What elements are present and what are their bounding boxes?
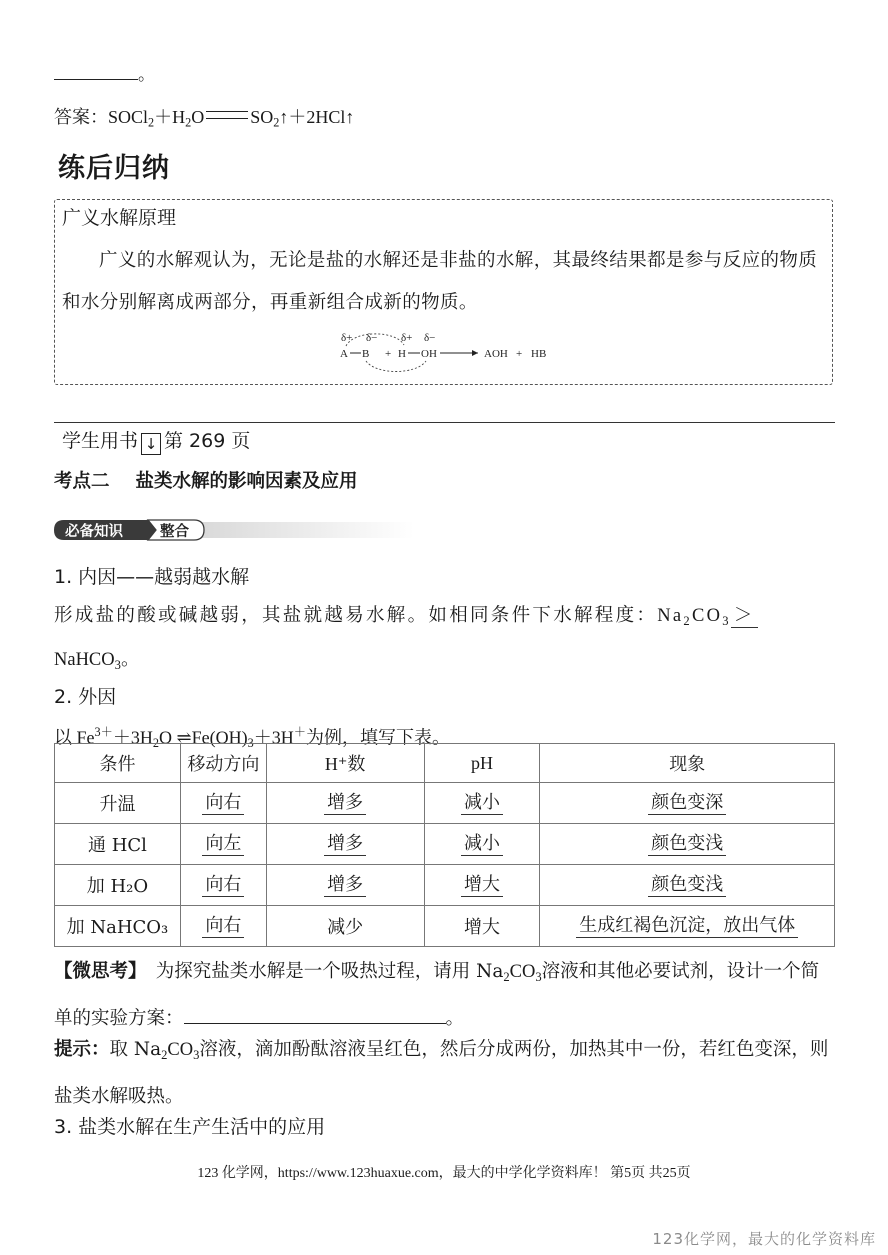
- summary-heading: 练后归纳: [58, 153, 170, 184]
- cell-condition: 通 HCl: [55, 824, 181, 865]
- cell-condition: 加 H₂O: [55, 865, 181, 906]
- product-hb: HB: [531, 348, 547, 360]
- delta-minus-oh: δ−: [424, 332, 436, 344]
- delta-plus-a: δ+: [341, 332, 353, 344]
- section-3-title: 3. 盐类水解在生产生活中的应用: [54, 1116, 326, 1138]
- cell-ph: 减小: [461, 792, 503, 815]
- atom-a: A: [340, 348, 348, 360]
- section-2-title: 2. 外因: [54, 686, 117, 708]
- cell-h-count: 增多: [324, 792, 366, 815]
- page-footer: 123 化学网，https://www.123huaxue.com，最大的中学化学资料库！ 第5页 共25页: [197, 1166, 691, 1181]
- arrowhead: [472, 350, 478, 356]
- cell-direction: 向左: [202, 833, 244, 856]
- box-title: 广义水解原理: [62, 207, 177, 229]
- section-rule: [54, 422, 835, 423]
- atom-b: B: [362, 348, 370, 360]
- fill-blank-tail: 。: [54, 60, 155, 85]
- cell-phenomenon: 颜色变浅: [648, 833, 726, 856]
- cell-direction: 向右: [202, 792, 244, 815]
- table-row: [55, 783, 835, 824]
- table-row: [55, 906, 835, 947]
- answer-blank-line: [184, 1023, 446, 1024]
- hint-label: 提示：: [54, 1039, 110, 1060]
- section-1-text-cont: NaHCO$_3$。: [54, 650, 140, 672]
- badge-right-label: 整合: [160, 524, 189, 540]
- plus-sign: +: [385, 348, 392, 360]
- cell-phenomenon: 颜色变深: [648, 792, 726, 815]
- dashed-arc-bottom: [366, 361, 426, 372]
- cell-h-count: 减少: [327, 917, 364, 938]
- answer-label: 答案：: [54, 107, 108, 127]
- hydrolysis-diagram: [336, 328, 566, 376]
- cell-phenomenon: 生成红褐色沉淀，放出气体: [576, 915, 798, 938]
- table-header-row: [55, 744, 835, 783]
- header-direction: 移动方向: [180, 744, 266, 783]
- down-arrow-icon: ↓: [141, 433, 161, 455]
- cell-condition: 升温: [55, 783, 181, 824]
- blank-line: [54, 79, 138, 80]
- product-aoh: AOH: [484, 348, 508, 360]
- hint: 提示：取 $Na_2CO_3$溶液，滴加酚酞溶液呈红色，然后分成两份，加热其中一份，若红色变深，则盐类水解吸热。: [54, 1039, 829, 1107]
- group-oh: OH: [421, 348, 437, 360]
- delta-minus-b: δ−: [366, 332, 378, 344]
- answer-blank: ＞: [731, 605, 758, 628]
- condition-table: [54, 743, 835, 947]
- micro-think: 【微思考】 为探究盐类水解是一个吸热过程，请用 $Na_2CO_3$溶液和其他必要试剂，设计一个简单的实验方案： 。: [54, 961, 820, 1029]
- cell-direction: 向右: [202, 915, 244, 938]
- cell-ph: 增大: [463, 917, 500, 938]
- cell-h-count: 增多: [324, 833, 366, 856]
- cell-ph: 减小: [461, 833, 503, 856]
- header-condition: 条件: [55, 744, 181, 783]
- section-1-text: 形成盐的酸或碱越弱，其盐就越易水解。如相同条件下水解程度：$Na_2CO_3$ ＞: [54, 601, 758, 629]
- table-row: [55, 824, 835, 865]
- watermark: 123化学网，最大的化学资料库: [652, 1230, 876, 1248]
- badge-left-label: 必备知识: [65, 524, 123, 540]
- header-phenomenon: 现象: [540, 744, 835, 783]
- knowledge-badge: [54, 516, 414, 544]
- micro-think-label: 【微思考】: [54, 961, 138, 982]
- cell-phenomenon: 颜色变浅: [648, 874, 726, 897]
- header-h-count: H⁺数: [266, 744, 424, 783]
- topic-heading: 考点二 盐类水解的影响因素及应用: [54, 471, 358, 492]
- cell-ph: 增大: [461, 874, 503, 897]
- cell-h-count: 增多: [324, 874, 366, 897]
- header-ph: pH: [424, 744, 540, 783]
- table-row: [55, 865, 835, 906]
- cell-condition: 加 NaHCO₃: [55, 906, 181, 947]
- box-paragraph: 广义的水解观认为，无论是盐的水解还是非盐的水解，其最终结果都是参与反应的物质和水分别解离成两部分，再重新组合成新的物质。: [62, 250, 818, 313]
- plus-sign-2: +: [516, 348, 523, 360]
- equilibrium-arrow-icon: ⇌: [176, 727, 192, 748]
- section-1-title: 1. 内因——越弱越水解: [54, 566, 250, 588]
- cell-direction: 向右: [202, 874, 244, 897]
- student-book-ref: 学生用书 ↓ 第 269 页: [62, 430, 251, 453]
- answer-line: 答案：$SOCl_2+H_2O$ $SO_2↑+2HCl↑$: [54, 107, 355, 130]
- atom-h: H: [398, 348, 406, 360]
- delta-plus-h: δ+: [401, 332, 413, 344]
- section-2-intro: 以 $Fe^{3+}+3H_2O$ $\rightleftharpoons Fe(OH)_3+3H^+$为例，填写下表。: [54, 725, 450, 751]
- reaction-equals-sign: [206, 111, 248, 119]
